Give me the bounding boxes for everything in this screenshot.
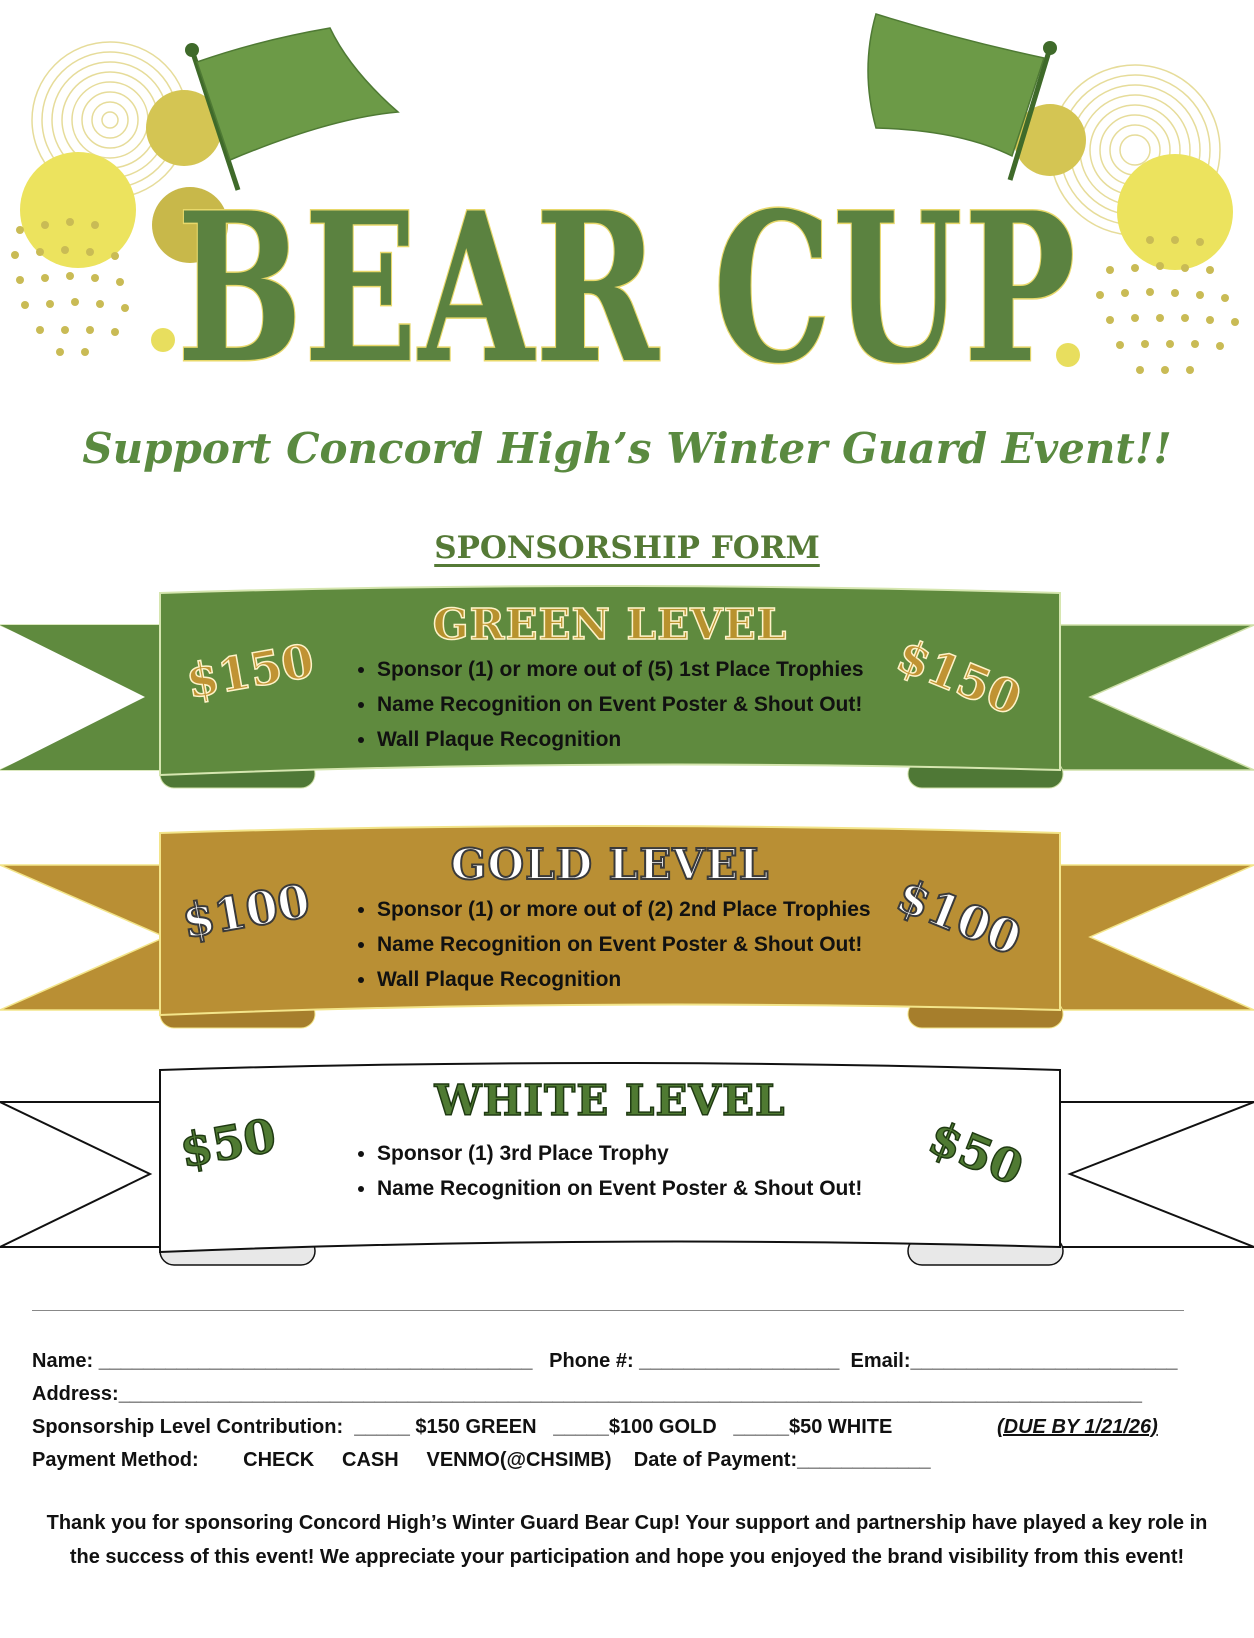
list-item: • Name Recognition on Event Poster & Shout Out! (377, 687, 864, 722)
thank-you-message: Thank you for sponsoring Concord High’s Winter Guard Bear Cup! Your support and partnership have played a key role in the success of this event! We appreciate your participation and hope you enjoyed the brand visibility from this event! (46, 1512, 1208, 1568)
white-level-title: WHITE LEVEL (434, 1076, 786, 1125)
list-item: • Sponsor (1) or more out of (5) 1st Place Trophies (377, 652, 864, 687)
list-item: • Sponsor (1) 3rd Place Trophy (377, 1136, 862, 1171)
gold-price-left: $100 (178, 873, 314, 949)
white-price-right: $50 (921, 1109, 1031, 1197)
header-decoration (0, 0, 1254, 400)
due-date: (DUE BY 1/21/26) (997, 1416, 1158, 1438)
form-title: SPONSORSHIP FORM (434, 530, 820, 566)
white-bullet-list (345, 1136, 862, 1206)
subtitle: Support Concord High’s Winter Guard Event!! (82, 424, 1172, 473)
list-item: • Name Recognition on Event Poster & Shout Out! (377, 927, 871, 962)
address-line: Address:____________________________________________________________________________________________ (32, 1383, 1143, 1405)
white-price-left: $50 (176, 1108, 280, 1178)
payment-method-line: Payment Method: CHECK CASH VENMO(@CHSIMB) Date of Payment:____________ (32, 1449, 931, 1471)
yellow-circle-right-large (1117, 154, 1233, 270)
small-circle-left (151, 328, 175, 352)
list-item: • Wall Plaque Recognition (377, 722, 864, 757)
page-title: BEAR CUP (177, 169, 1077, 400)
green-bullet-list (345, 652, 864, 757)
list-item: • Name Recognition on Event Poster & Shout Out! (377, 1171, 862, 1206)
gold-level-title: GOLD LEVEL (450, 840, 770, 889)
flag-left-icon (185, 28, 398, 190)
gold-price-right: $100 (889, 867, 1029, 967)
green-price-left: $150 (182, 633, 318, 709)
green-level-title: GREEN LEVEL (432, 600, 788, 649)
list-item: • Sponsor (1) or more out of (2) 2nd Place Trophies (377, 892, 871, 927)
name-phone-email-line: Name: _______________________________________ Phone #: __________________ Email:________________________ (32, 1350, 1178, 1372)
gold-bullet-list (345, 892, 871, 997)
green-price-right: $150 (889, 627, 1029, 727)
list-item: • Wall Plaque Recognition (377, 962, 871, 997)
sponsorship-level-line: Sponsorship Level Contribution: _____ $150 GREEN _____$100 GOLD _____$50 WHITE (32, 1416, 893, 1438)
divider (32, 1310, 1184, 1311)
